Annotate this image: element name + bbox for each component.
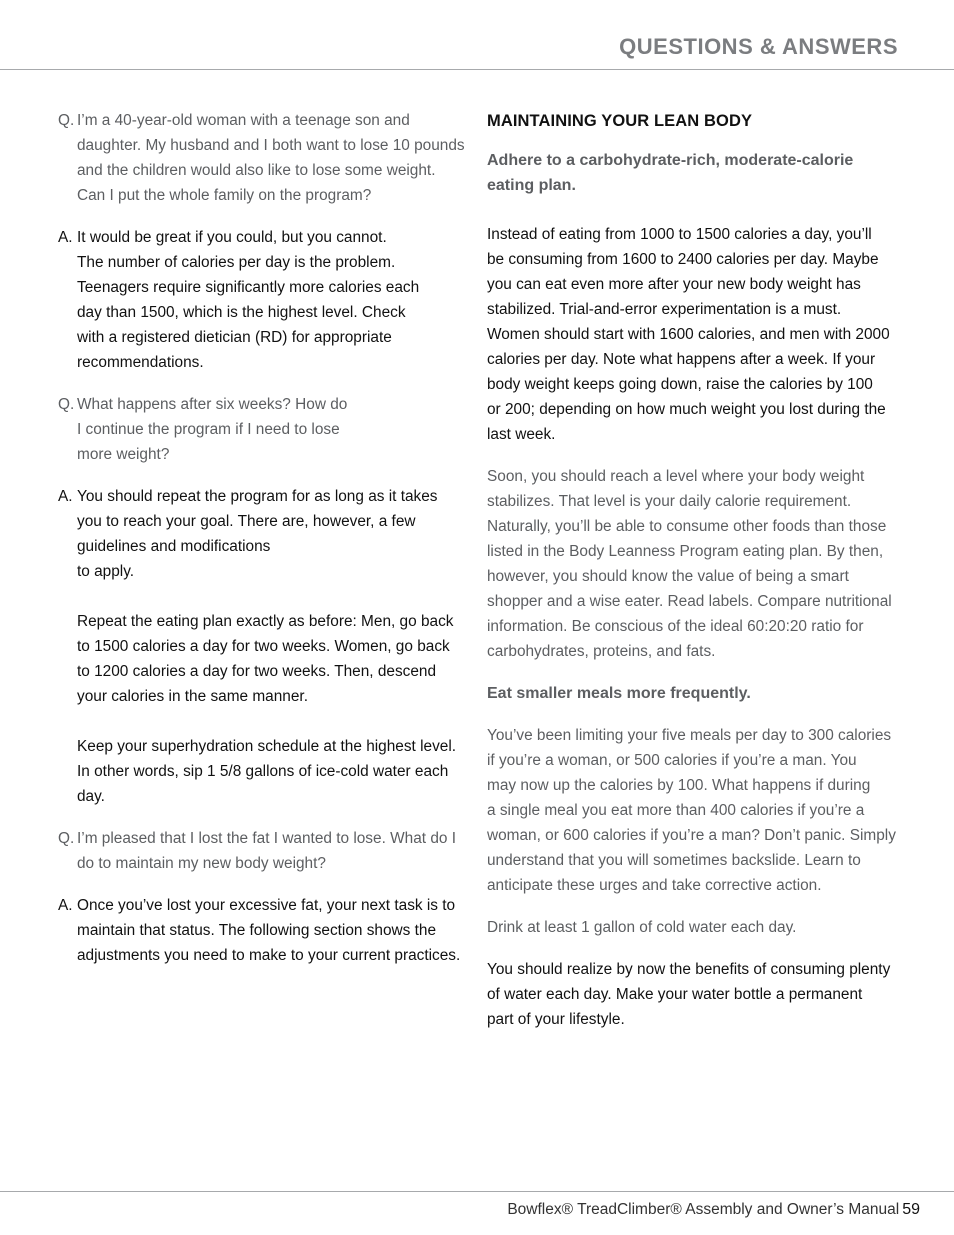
subheading-smaller-meals: Eat smaller meals more frequently. (487, 685, 751, 702)
calories-paragraph: Instead of eating from 1000 to 1500 calories a day, you’ll be consuming from 1600 to 2400 calories per day. Maybe you can eat even more after your new body weight has stabilized. Trial-and-error experimentation is a must. Women should start with 1600 calories, and men with 2000 calories per day. Note what happens after a week. If your body weight keeps going down, raise the calories by 100 or 200; depending on how much weight you lost during the last week. (487, 226, 890, 443)
answer-2 (58, 484, 470, 809)
answer-1-text: It would be great if you could, but you cannot. The number of calories per day is the problem. Teenagers require significantly more calories each day than 1500, which is the highest level. Check with a registered dietician (RD) for appropriate recommendations. (77, 229, 420, 371)
answer-2-paragraph-1: You should repeat the program for as long as it takes you to reach your goal. There are, however, a few guidelines and modifications to apply. (77, 488, 438, 580)
page-header-title: QUESTIONS & ANSWERS (619, 34, 898, 59)
section-title: MAINTAINING YOUR LEAN BODY (487, 112, 753, 130)
answer-2-paragraph-2: Repeat the eating plan exactly as before: Men, go back to 1500 calories a day for two weeks. Women, go back to 1200 calories a day for two weeks. Then, descend your calories in the same manner. (77, 613, 454, 705)
water-tip: Drink at least 1 gallon of cold water each day. (487, 919, 797, 936)
qa-column (58, 108, 470, 985)
header-rule (0, 69, 954, 70)
answer-1 (58, 225, 470, 375)
page-number: 59 (902, 1201, 920, 1218)
q-marker: Q. (58, 396, 75, 413)
question-3-text: I’m pleased that I lost the fat I wanted to lose. What do I do to maintain my new body weight? (77, 830, 456, 872)
answer-3-text: Once you’ve lost your excessive fat, your next task is to maintain that status. The following section shows the adjustments you need to make to your current practices. (77, 897, 461, 964)
footer-rule (0, 1191, 954, 1192)
question-2 (58, 392, 470, 467)
answer-2-paragraph-3: Keep your superhydration schedule at the highest level. In other words, sip 1 5/8 gallons of ice-cold water each day. (77, 738, 457, 805)
q-marker: Q. (58, 830, 75, 847)
manual-title: Bowflex® TreadClimber® Assembly and Owner’s Manual (507, 1201, 900, 1218)
answer-3 (58, 893, 470, 968)
a-marker: A. (58, 229, 73, 246)
a-marker: A. (58, 897, 73, 914)
water-paragraph: You should realize by now the benefits of consuming plenty of water each day. Make your water bottle a permanent part of your lifestyle. (487, 961, 891, 1028)
question-3 (58, 826, 470, 876)
page-footer (507, 1201, 920, 1219)
question-2-text: What happens after six weeks? How do I continue the program if I need to lose more weight? (77, 396, 348, 463)
question-1 (58, 108, 470, 208)
a-marker: A. (58, 488, 73, 505)
lean-body-column (487, 108, 897, 1049)
q-marker: Q. (58, 112, 75, 129)
question-1-text: I’m a 40-year-old woman with a teenage son and daughter. My husband and I both want to lose 10 pounds and the children would also like to lose some weight. Can I put the whole family on the program? (77, 112, 465, 204)
meals-paragraph: You’ve been limiting your five meals per day to 300 calories if you’re a woman, or 500 calories if you’re a man. You may now up the calories by 100. What happens if during a single meal you eat more than 400 calories if you’re a woman, or 600 calories if you’re a man? Don’t panic. Simply understand that you will sometimes backslide. Learn to anticipate these urges and take corrective action. (487, 727, 896, 894)
stabilize-paragraph: Soon, you should reach a level where your body weight stabilizes. That level is your daily calorie requirement. Naturally, you’ll be able to consume other foods than those listed in the Body Leanness Program eating plan. By then, however, you should know the value of being a smart shopper and a wise eater. Read labels. Compare nutritional information. Be conscious of the ideal 60:20:20 ratio for carbohydrates, proteins, and fats. (487, 468, 892, 660)
subheading-eating-plan: Adhere to a carbohydrate-rich, moderate-calorie eating plan. (487, 152, 854, 194)
